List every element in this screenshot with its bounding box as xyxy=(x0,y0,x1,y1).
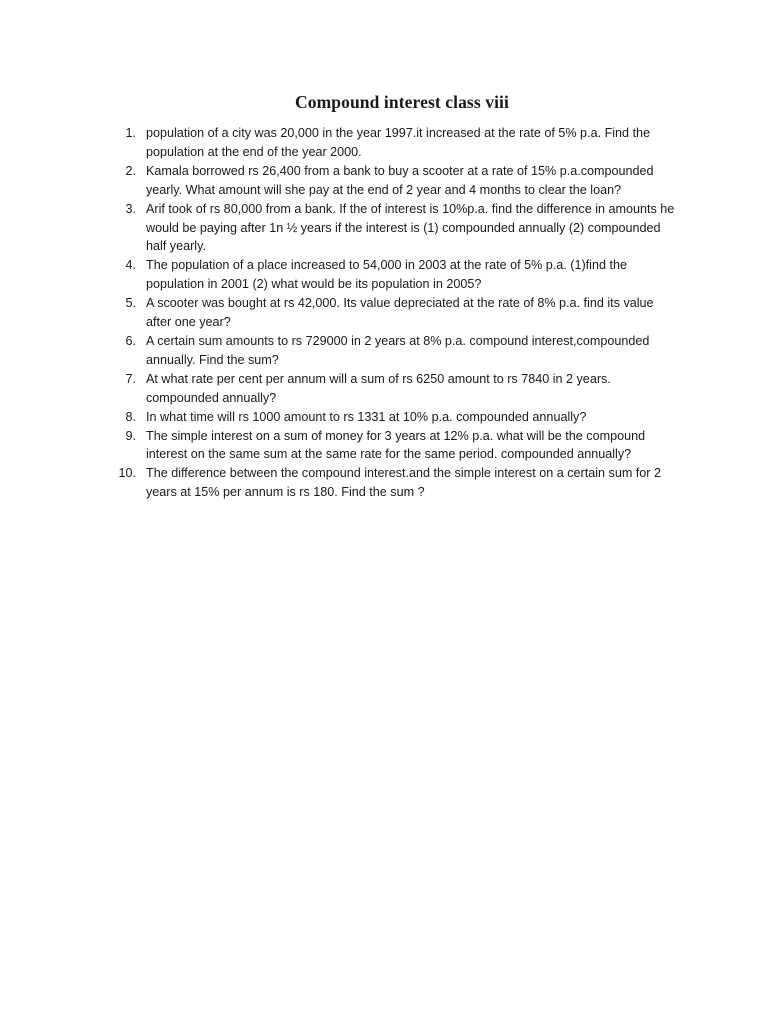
question-line: The difference between the compound interest.and the simple interest on a certain sum for 2 xyxy=(146,466,662,481)
question-text xyxy=(136,162,690,200)
question-item-7 xyxy=(110,370,690,408)
question-line: would be paying after 1n ½ years if the interest is (1) compounded annually (2) compounded xyxy=(146,220,661,235)
question-line: Kamala borrowed rs 26,400 from a bank to buy a scooter at a rate of 15% p.a.compounded xyxy=(146,163,654,178)
question-item-4 xyxy=(110,256,690,294)
question-text xyxy=(136,370,690,408)
question-line: Arif took of rs 80,000 from a bank. If the of interest is 10%p.a. find the difference in amounts he xyxy=(146,201,675,216)
question-text xyxy=(136,332,690,370)
question-list xyxy=(110,124,690,502)
question-number: 1. xyxy=(125,126,136,140)
question-line: half yearly. xyxy=(146,239,206,254)
question-text xyxy=(136,256,690,294)
question-item-3 xyxy=(110,200,690,257)
question-number: 2. xyxy=(125,163,136,178)
question-line: annually. Find the sum? xyxy=(146,352,279,367)
question-line: population of a city was 20,000 in the year 1997.it increased at the rate of 5% p.a. Find the xyxy=(146,126,651,140)
question-item-6 xyxy=(110,332,690,370)
question-text xyxy=(136,464,690,502)
question-text xyxy=(136,427,690,465)
question-number: 8. xyxy=(125,409,136,424)
question-text xyxy=(136,200,690,257)
question-line: yearly. What amount will she pay at the end of 2 year and 4 months to clear the loan? xyxy=(146,182,622,197)
question-item-9 xyxy=(110,427,690,465)
question-line: interest on the same sum at the same rate for the same period. compounded annually? xyxy=(146,447,632,462)
question-line: At what rate per cent per annum will a sum of rs 6250 amount to rs 7840 in 2 years. xyxy=(146,371,611,386)
question-number: 5. xyxy=(125,296,136,311)
question-line: compounded annually? xyxy=(146,390,277,405)
question-line: A certain sum amounts to rs 729000 in 2 years at 8% p.a. compound interest,compounded xyxy=(146,333,650,348)
question-item-2 xyxy=(110,162,690,200)
question-number: 3. xyxy=(125,201,136,216)
question-item-1 xyxy=(110,124,690,162)
question-text xyxy=(136,408,690,427)
question-line: The population of a place increased to 54,000 in 2003 at the rate of 5% p.a. (1)find the xyxy=(146,258,627,273)
question-line: The simple interest on a sum of money for 3 years at 12% p.a. what will be the compound xyxy=(146,428,646,443)
question-number: 10. xyxy=(118,466,136,481)
question-text xyxy=(136,124,690,162)
question-number: 9. xyxy=(125,428,136,443)
question-line: after one year? xyxy=(146,315,231,330)
question-number: 4. xyxy=(125,258,136,273)
question-line: years at 15% per annum is rs 180. Find the sum ? xyxy=(146,485,425,500)
question-item-10 xyxy=(110,464,690,502)
question-number: 6. xyxy=(125,333,136,348)
question-item-8 xyxy=(110,408,690,427)
question-line: In what time will rs 1000 amount to rs 1331 at 10% p.a. compounded annually? xyxy=(146,409,587,424)
question-number: 7. xyxy=(125,371,136,386)
question-item-5 xyxy=(110,294,690,332)
question-text xyxy=(136,294,690,332)
question-line: population at the end of the year 2000. xyxy=(146,144,362,159)
page-title: Compound interest class viii xyxy=(295,92,509,112)
question-line: A scooter was bought at rs 42,000. Its value depreciated at the rate of 8% p.a. find its value xyxy=(146,296,654,311)
question-line: population in 2001 (2) what would be its population in 2005? xyxy=(146,277,482,292)
